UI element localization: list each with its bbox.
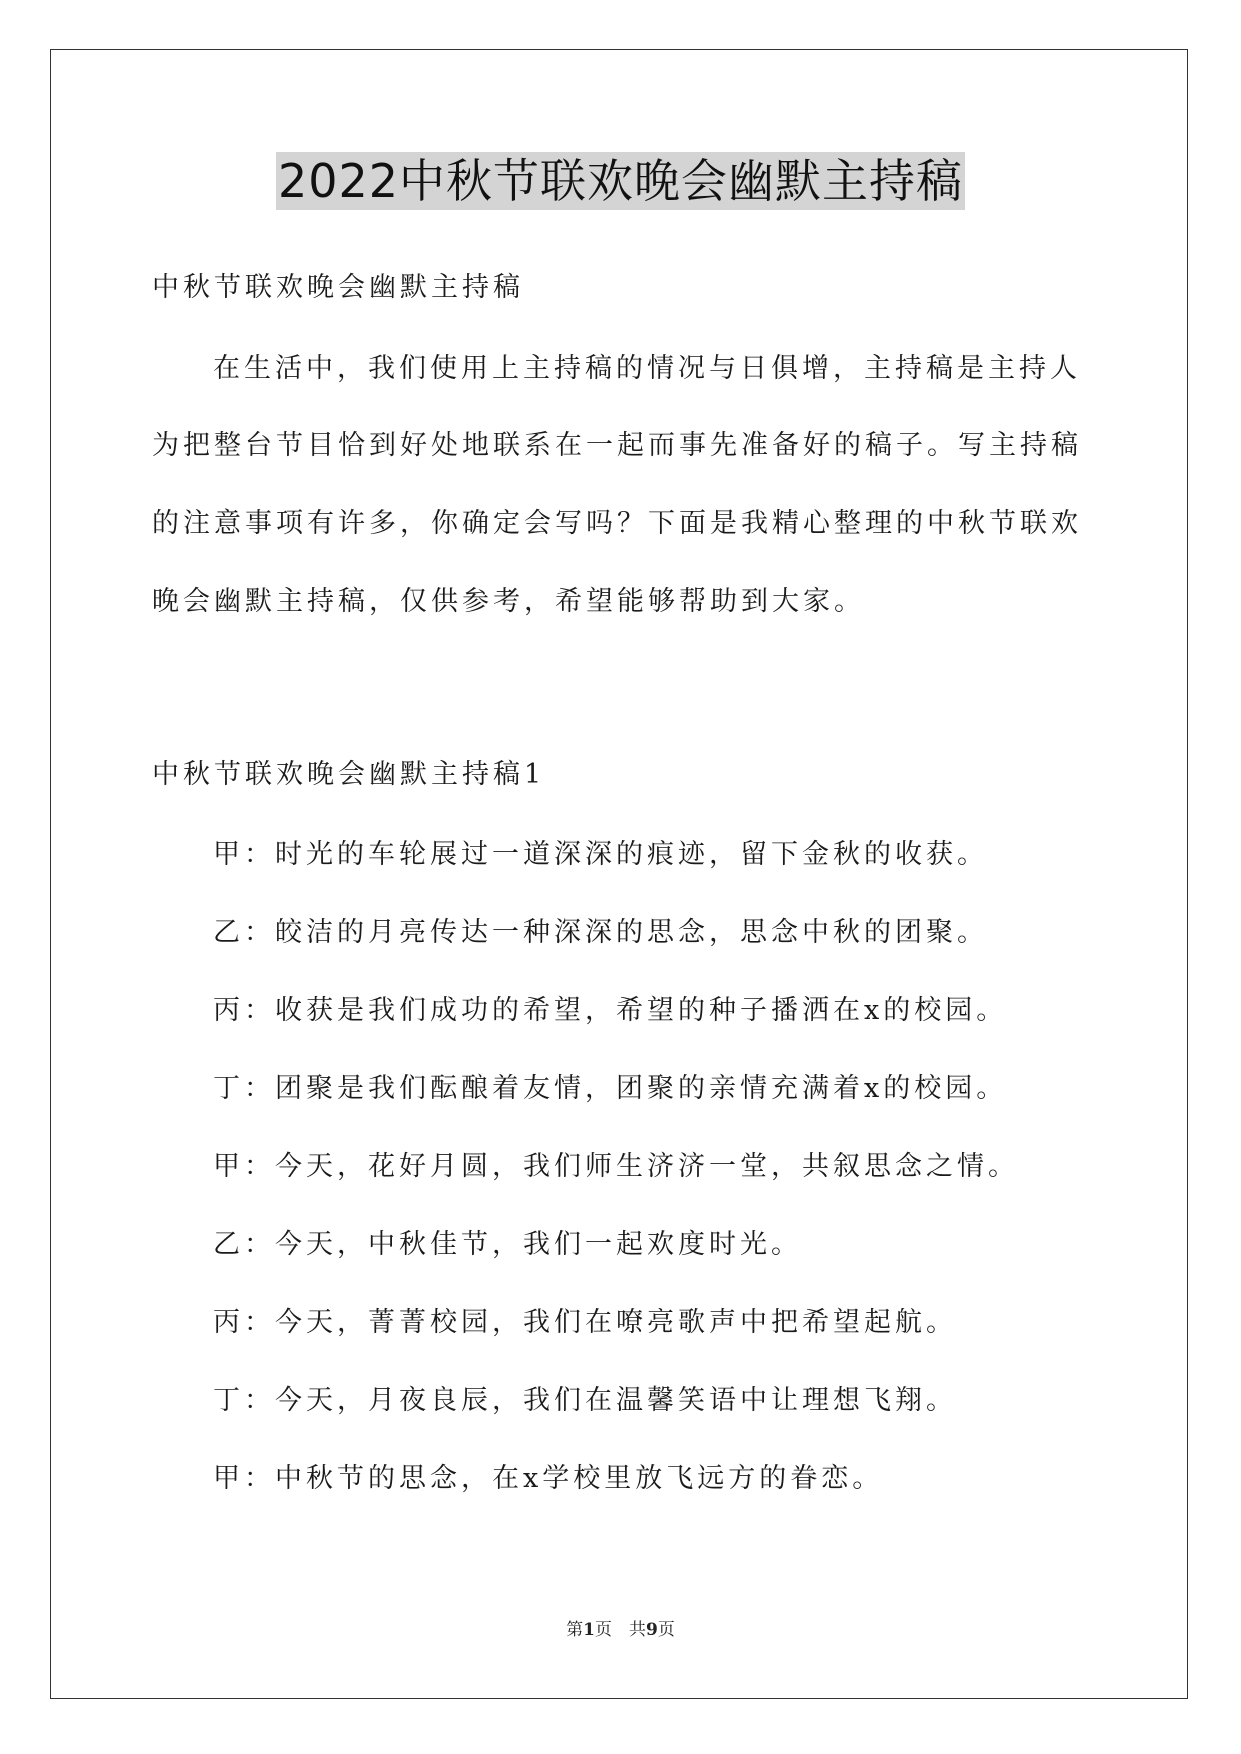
dialogue-line: 丙：今天，菁菁校园，我们在嘹亮歌声中把希望起航。 xyxy=(213,1307,957,1338)
dialogue-line: 丁：团聚是我们酝酿着友情，团聚的亲情充满着x的校园。 xyxy=(213,1073,1008,1104)
dialogue-line: 乙：今天，中秋佳节，我们一起欢度时光。 xyxy=(213,1229,802,1260)
page-suffix: 页 xyxy=(657,1620,675,1640)
intro-line: 为把整台节目恰到好处地联系在一起而事先准备好的稿子。写主持稿 xyxy=(152,430,1082,461)
dialogue-line: 丙：收获是我们成功的希望，希望的种子播洒在x的校园。 xyxy=(213,995,1008,1026)
intro-line: 在生活中，我们使用上主持稿的情况与日俱增，主持稿是主持人 xyxy=(213,353,1081,384)
intro-line: 的注意事项有许多，你确定会写吗？下面是我精心整理的中秋节联欢 xyxy=(152,508,1082,539)
intro-line: 晚会幽默主持稿，仅供参考，希望能够帮助到大家。 xyxy=(152,586,865,617)
document-title: 2022中秋节联欢晚会幽默主持稿 xyxy=(277,154,964,208)
dialogue-line: 甲：时光的车轮展过一道深深的痕迹，留下金秋的收获。 xyxy=(213,839,988,870)
page-footer xyxy=(0,1618,1241,1642)
subtitle: 中秋节联欢晚会幽默主持稿 xyxy=(152,272,524,303)
page-mid: 页 共 xyxy=(595,1620,646,1640)
title-container xyxy=(0,152,1241,210)
page-current: 1 xyxy=(583,1620,595,1640)
dialogue-line: 甲：中秋节的思念，在x学校里放飞远方的眷恋。 xyxy=(213,1463,884,1494)
dialogue-line: 乙：皎洁的月亮传达一种深深的思念，思念中秋的团聚。 xyxy=(213,917,988,948)
dialogue-line: 甲：今天，花好月圆，我们师生济济一堂，共叙思念之情。 xyxy=(213,1151,1019,1182)
section-heading: 中秋节联欢晚会幽默主持稿1 xyxy=(152,759,546,790)
dialogue-line: 丁：今天，月夜良辰，我们在温馨笑语中让理想飞翔。 xyxy=(213,1385,957,1416)
page-total: 9 xyxy=(646,1620,658,1640)
page-prefix: 第 xyxy=(566,1620,584,1640)
